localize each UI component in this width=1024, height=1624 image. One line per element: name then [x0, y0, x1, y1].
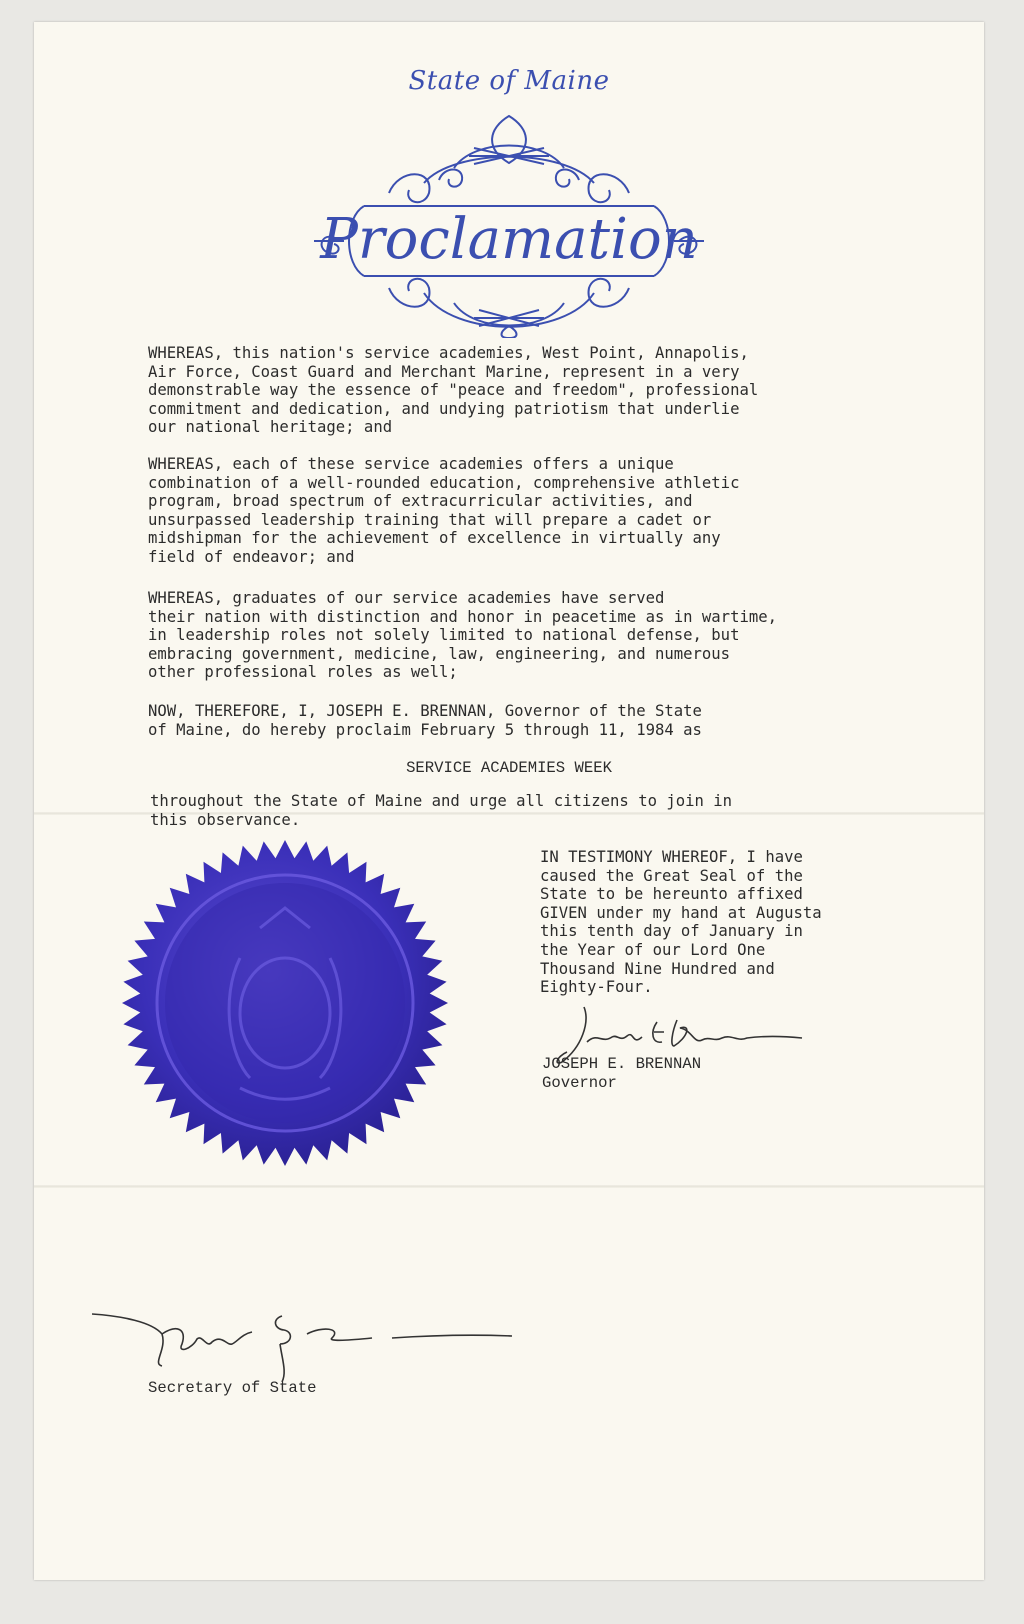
great-seal-icon [120, 838, 450, 1168]
now-therefore-paragraph: NOW, THEREFORE, I, JOSEPH E. BRENNAN, Governor of the State of Maine, do hereby proclaim February 5 through 11, 1984 as [148, 702, 702, 739]
secretary-signature [92, 1304, 512, 1384]
whereas-paragraph-3: WHEREAS, graduates of our service academies have served their nation with distinction and honor in peacetime as in wartime, in leadership roles not solely limited to national defense, but embracing government, medicine, law, engineering, and numerous other professional roles as well; [148, 589, 778, 682]
week-name: SERVICE ACADEMIES WEEK [406, 759, 612, 777]
proclamation-document [34, 22, 984, 1580]
whereas-paragraph-2: WHEREAS, each of these service academies offers a unique combination of a well-rounded education, comprehensive athletic program, broad spectrum of extracurricular activities, and unsurpassed leadership training that will prepare a cadet or midshipman for the achievement of excellence in virtually any field of endeavor; and [148, 455, 740, 566]
fold-line [34, 1185, 984, 1188]
whereas-paragraph-1: WHEREAS, this nation's service academies, West Point, Annapolis, Air Force, Coast Guard and Merchant Marine, represent in a very demonstrable way the essence of "peace and freedom", professional commitment and dedication, and undying patriotism that underlie our national heritage; and [148, 344, 759, 437]
governor-name: JOSEPH E. BRENNAN [542, 1055, 702, 1073]
secretary-label: Secretary of State [148, 1379, 317, 1397]
testimony-paragraph: IN TESTIMONY WHEREOF, I have caused the Great Seal of the State to be hereunto affixed GIVEN under my hand at Augusta this tenth day of January in the Year of our Lord One Thousand Nine Hundred and Eighty-Four. [540, 848, 822, 997]
governor-title: Governor [542, 1074, 617, 1092]
state-title: State of Maine [408, 66, 610, 96]
proclamation-ornament [304, 108, 714, 338]
proclamation-title: Proclamation [320, 207, 698, 272]
closing-paragraph: throughout the State of Maine and urge all citizens to join in this observance. [150, 792, 733, 829]
